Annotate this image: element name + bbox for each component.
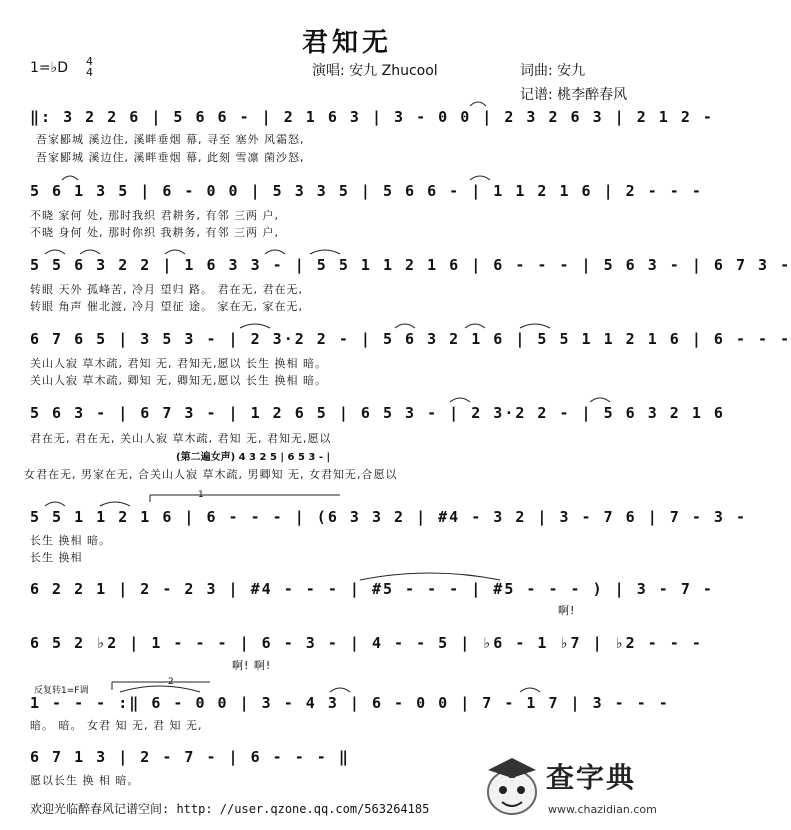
repeat-key-change-label: 反复转1=F调 [34,686,89,696]
system-4-lyrics-1: 关山人寂 草木疏, 君知 无, 君知无,愿以 长生 换相 暗。 [30,357,327,370]
system-5-sub-notes: (第二遍女声) 4 3 2 5 | 6 5 3 - | [176,452,331,463]
volta-2-label: 2 [168,677,174,687]
transcriber-credit: 记谱: 桃李醉春风 [520,87,628,103]
song-title: 君知无 [301,28,392,58]
system-2-notes: 5 6 1 3 5 | 6 - 0 0 | 5 3 3 5 | 5 6 6 - | 1 1 2 1 6 | 2 - - - [30,182,703,200]
system-3-notes: 5 5 6 3 2 2 | 1 6 3 3 - | 5 5 1 1 2 1 6 | 6 - - - | 5 6 3 - | 6 7 3 - [30,256,791,274]
system-6-lyrics-1: 长生 换相 暗。 [30,534,111,547]
system-8-notes: 6 5 2 ♭2 | 1 - - - | 6 - 3 - | 4 - - 5 | ♭6 - 1 ♭7 | ♭2 - - - [30,634,703,652]
system-2-lyrics-2: 不晓 身何 处, 那时你织 我耕务, 有邻 三两 户, [30,226,279,239]
time-sig-bottom: 4 [86,66,93,79]
key-signature: 1=♭D [30,60,69,76]
system-10-notes: 6 7 1 3 | 2 - 7 - | 6 - - - ‖ [30,748,350,766]
system-6-lyrics-2: 长生 换相 [30,551,83,564]
system-1-lyrics-2: 吾家郾城 溪边住, 溪畔垂烟 幕, 此刻 雪凛 菌沙怒, [36,151,305,164]
system-4-lyrics-2: 关山人寂 草木疏, 卿知 无, 卿知无,愿以 长生 换相 暗。 [30,374,327,387]
volta-1-label: 1 [198,490,204,500]
logo-name: 查字典 [546,761,637,794]
lyricist-composer-credit: 词曲: 安九 [520,63,586,79]
system-1-lyrics-1: 吾家郾城 溪边住, 溪畔垂烟 幕, 寻至 塞外 风霜怒, [36,133,305,146]
system-9-notes: 1 - - - :‖ 6 - 0 0 | 3 - 4 3 | 6 - 0 0 | 7 - 1 7 | 3 - - - [30,694,670,712]
logo-url: www.chazidian.com [548,803,657,816]
singer-credit: 演唱: 安九 Zhucool [312,63,438,79]
system-5-lyrics-1: 君在无, 君在无, 关山人寂 草木疏, 君知 无, 君知无,愿以 [30,432,332,445]
system-9-lyrics-1: 暗。 暗。 女君 知 无, 君 知 无, [30,719,203,732]
system-3-lyrics-2: 转眼 角声 催北渡, 冷月 望征 途。 家在无, 家在无, [30,300,303,313]
system-5-lyrics-2: 女君在无, 男家在无, 合关山人寂 草木疏, 男卿知 无, 女君知无,合愿以 [24,468,398,481]
system-8-lyrics-1: 啊! 啊! [232,659,272,672]
system-5-notes: 5 6 3 - | 6 7 3 - | 1 2 6 5 | 6 5 3 - | 2 3·2 2 - | 5 6 3 2 1 6 [30,404,725,422]
time-sig-top: 4 [86,55,93,68]
system-7-lyrics-1: 啊! [558,604,576,617]
system-4-notes: 6 7 6 5 | 3 5 3 - | 2 3·2 2 - | 5 6 3 2 1 6 | 5 5 1 1 2 1 6 | 6 - - - [30,330,791,348]
system-1-notes: ‖: 3 2 2 6 | 5 6 6 - | 2 1 6 3 | 3 - 0 0 | 2 3 2 6 3 | 2 1 2 - [30,108,714,126]
system-10-lyrics-1: 愿以长生 换 相 暗。 [30,774,140,787]
footer-text: 欢迎光临醉春风记谱空间: http: //user.qzone.qq.com/563264185 [30,802,430,816]
system-3-lyrics-1: 转眼 天外 孤峰苦, 冷月 望归 路。 君在无, 君在无, [30,283,303,296]
system-6-notes: 5 5 1 1 2 1 6 | 6 - - - | (6 3 3 2 | #4 - 3 2 | 3 - 7 6 | 7 - 3 - [30,508,747,526]
system-7-notes: 6 2 2 1 | 2 - 2 3 | #4 - - - | #5 - - - | #5 - - - ) | 3 - 7 - [30,580,714,598]
system-2-lyrics-1: 不晓 家何 处, 那时我织 君耕务, 有邻 三两 户, [30,209,279,222]
